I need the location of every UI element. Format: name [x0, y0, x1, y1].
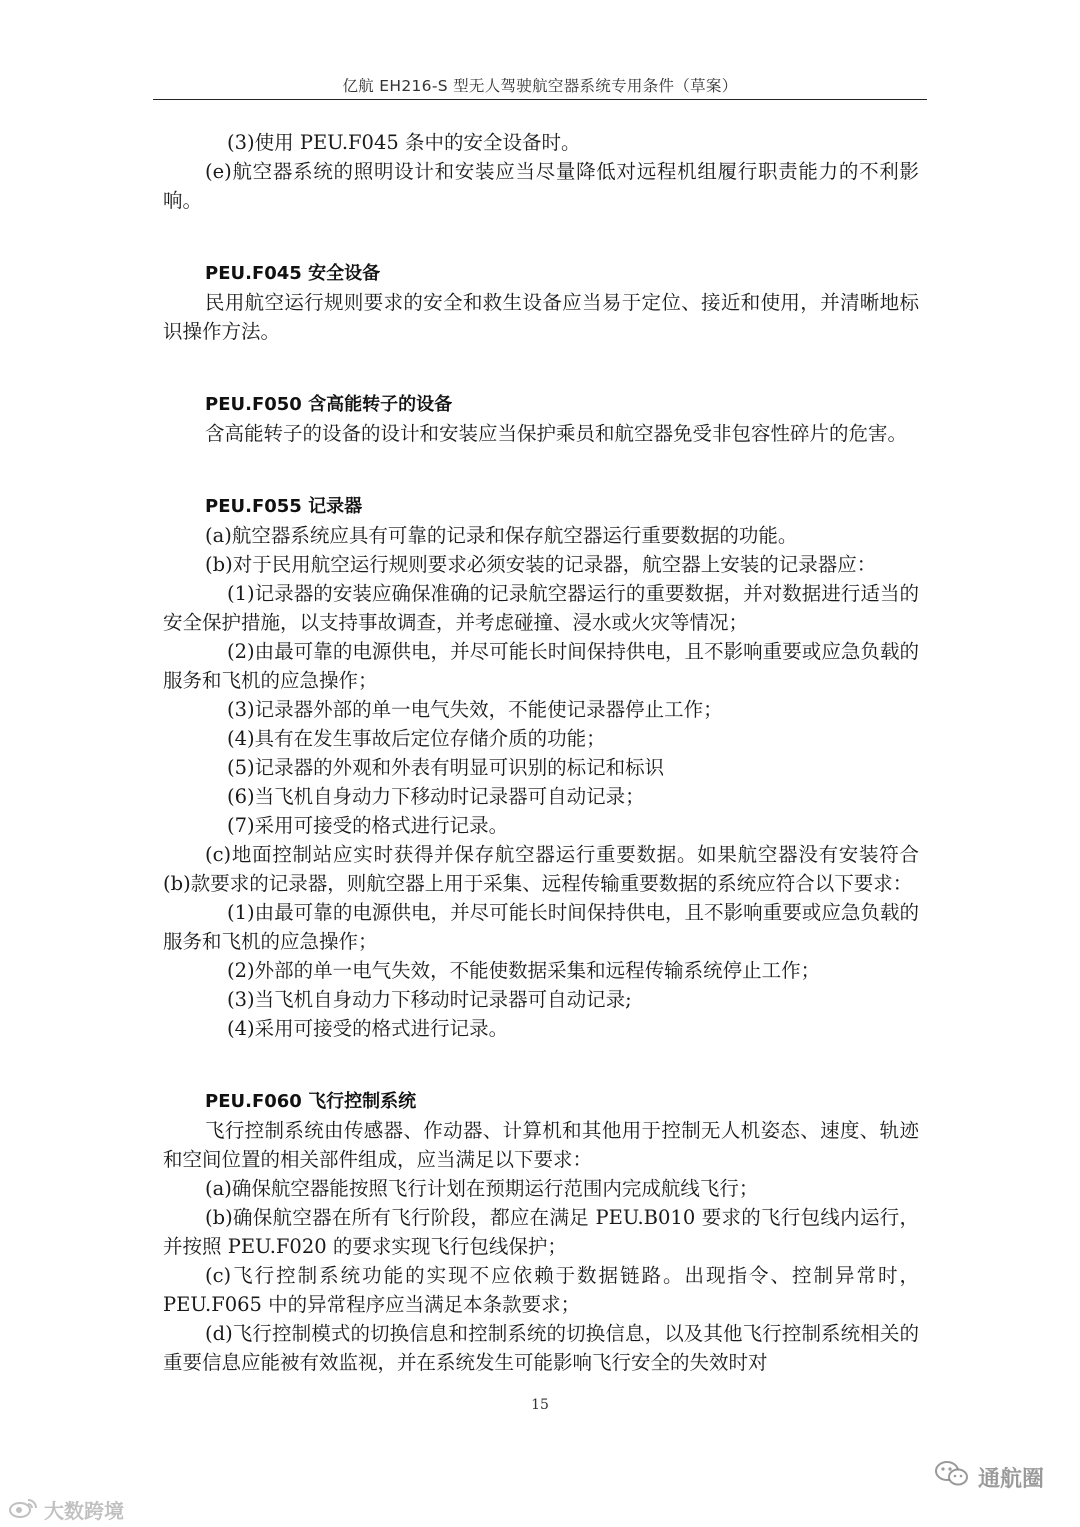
section-heading: PEU.F045 安全设备 — [205, 263, 381, 284]
watermark-right-text: 通航圈 — [978, 1466, 1045, 1492]
document-body — [163, 128, 919, 1377]
paragraph: 飞行控制系统由传感器、作动器、计算机和其他用于控制无人机姿态、速度、轨迹和空间位置的相关部件组成，应当满足以下要求： — [163, 1119, 919, 1171]
weibo-logo-icon — [8, 1496, 38, 1523]
paragraph: (5)记录器的外观和外表有明显可识别的标记和标识 — [227, 756, 665, 779]
paragraph: (c)地面控制站应实时获得并保存航空器运行重要数据。如果航空器没有安装符合(b)款要求的记录器，则航空器上用于采集、远程传输重要数据的系统应符合以下要求： — [163, 843, 919, 895]
section-heading: PEU.F060 飞行控制系统 — [205, 1091, 417, 1112]
section-heading: PEU.F055 记录器 — [205, 496, 363, 517]
paragraph: (4)具有在发生事故后定位存储介质的功能； — [227, 727, 606, 750]
paragraph: (d)飞行控制模式的切换信息和控制系统的切换信息，以及其他飞行控制系统相关的重要信息应能被有效监视，并在系统发生可能影响飞行安全的失效时对 — [163, 1322, 919, 1374]
paragraph: (2)外部的单一电气失效，不能使数据采集和远程传输系统停止工作； — [227, 959, 821, 982]
watermark-right — [934, 1460, 1044, 1494]
running-header: 亿航 EH216-S 型无人驾驶航空器系统专用条件（草案） — [342, 77, 738, 95]
paragraph: (c)飞行控制系统功能的实现不应依赖于数据链路。出现指令、控制异常时，PEU.F065 中的异常程序应当满足本条款要求； — [163, 1264, 919, 1316]
paragraph: (b)对于民用航空运行规则要求必须安装的记录器，航空器上安装的记录器应： — [205, 553, 877, 576]
paragraph: (6)当飞机自身动力下移动时记录器可自动记录； — [227, 785, 645, 808]
paragraph: (3)记录器外部的单一电气失效，不能使记录器停止工作； — [227, 698, 723, 721]
paragraph: 民用航空运行规则要求的安全和救生设备应当易于定位、接近和使用，并清晰地标识操作方法。 — [163, 291, 919, 343]
page-number: 15 — [531, 1397, 549, 1413]
header-rule — [153, 99, 927, 100]
paragraph: (b)确保航空器在所有飞行阶段，都应在满足 PEU.B010 要求的飞行包线内运行，并按照 PEU.F020 的要求实现飞行包线保护； — [163, 1206, 919, 1258]
paragraph: (3)使用 PEU.F045 条中的安全设备时。 — [227, 131, 581, 154]
paragraph: (2)由最可靠的电源供电，并尽可能长时间保持供电，且不影响重要或应急负载的服务和飞机的应急操作； — [163, 640, 919, 692]
watermark-left — [8, 1495, 124, 1524]
paragraph: (4)采用可接受的格式进行记录。 — [227, 1017, 509, 1040]
paragraph: (a)航空器系统应具有可靠的记录和保存航空器运行重要数据的功能。 — [205, 524, 798, 547]
watermark-left-text: 大数跨境 — [44, 1499, 124, 1523]
paragraph: (1)由最可靠的电源供电，并尽可能长时间保持供电，且不影响重要或应急负载的服务和飞机的应急操作； — [163, 901, 919, 953]
paragraph: (7)采用可接受的格式进行记录。 — [227, 814, 509, 837]
paragraph: (a)确保航空器能按照飞行计划在预期运行范围内完成航线飞行； — [205, 1177, 759, 1200]
paragraph: (1)记录器的安装应确保准确的记录航空器运行的重要数据，并对数据进行适当的安全保护措施，以支持事故调查，并考虑碰撞、浸水或火灾等情况； — [163, 582, 919, 634]
section-heading: PEU.F050 含高能转子的设备 — [205, 394, 453, 415]
paragraph: (e)航空器系统的照明设计和安装应当尽量降低对远程机组履行职责能力的不利影响。 — [163, 160, 919, 212]
paragraph: (3)当飞机自身动力下移动时记录器可自动记录; — [227, 988, 632, 1011]
wechat-logo-icon — [934, 1460, 970, 1494]
paragraph: 含高能转子的设备的设计和安装应当保护乘员和航空器免受非包容性碎片的危害。 — [205, 422, 908, 445]
